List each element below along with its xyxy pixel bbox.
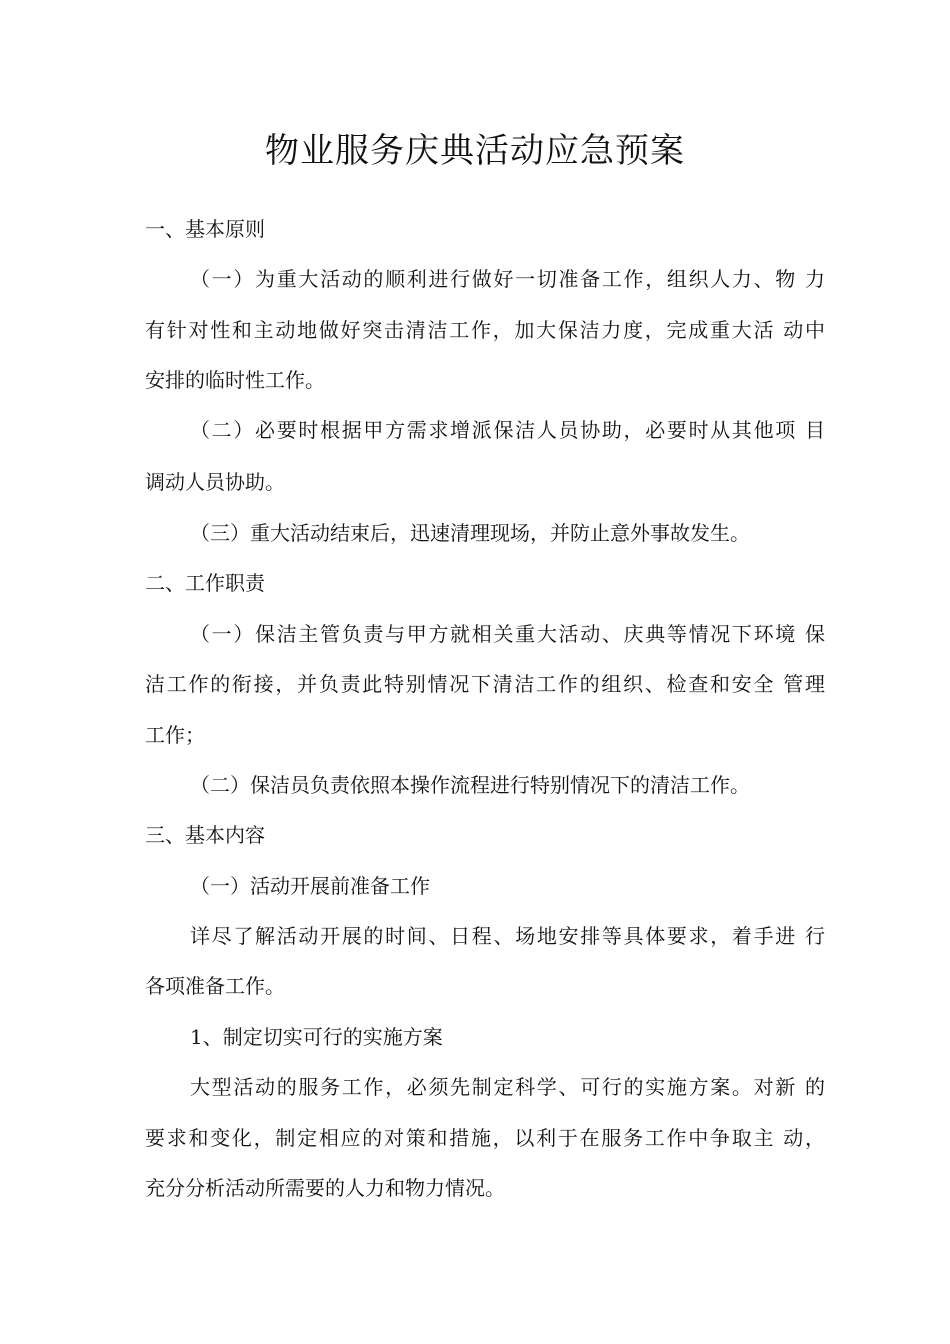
paragraph-line: （二）保洁员负责依照本操作流程进行特别情况下的清洁工作。 [190,773,750,797]
document-title: 物业服务庆典活动应急预案 [265,131,685,171]
heading-basic-content: 三、基本内容 [145,823,265,847]
paragraph-line: （二）必要时根据甲方需求增派保洁人员协助，必要时从其他项 目 [190,418,825,442]
paragraph-line: 大型活动的服务工作，必须先制定科学、可行的实施方案。对新 的 [190,1075,825,1099]
paragraph-line: （一）为重大活动的顺利进行做好一切准备工作，组织人力、物 力 [190,267,825,291]
subheading-preparation: （一）活动开展前准备工作 [190,874,430,898]
paragraph-line: 有针对性和主动地做好突击清洁工作，加大保洁力度，完成重大活 动中 [145,318,825,342]
paragraph-line: 安排的临时性工作。 [145,368,325,392]
heading-basic-principles: 一、基本原则 [145,217,265,241]
paragraph-line: 要求和变化，制定相应的对策和措施，以利于在服务工作中争取主 动， [145,1126,825,1150]
paragraph-line: 充分分析活动所需要的人力和物力情况。 [145,1176,505,1200]
paragraph-line: （一）保洁主管负责与甲方就相关重大活动、庆典等情况下环境 保 [190,622,825,646]
heading-duties: 二、工作职责 [145,571,265,595]
paragraph-line: 工作； [145,723,205,747]
paragraph-line: 详尽了解活动开展的时间、日程、场地安排等具体要求，着手进 行 [190,924,825,948]
paragraph-line: （三）重大活动结束后，迅速清理现场，并防止意外事故发生。 [190,521,750,545]
paragraph-line: 洁工作的衔接，并负责此特别情况下清洁工作的组织、检查和安全 管理 [145,672,825,696]
subheading-plan: 1、制定切实可行的实施方案 [190,1025,443,1049]
paragraph-line: 各项准备工作。 [145,974,285,998]
paragraph-line: 调动人员协助。 [145,470,285,494]
